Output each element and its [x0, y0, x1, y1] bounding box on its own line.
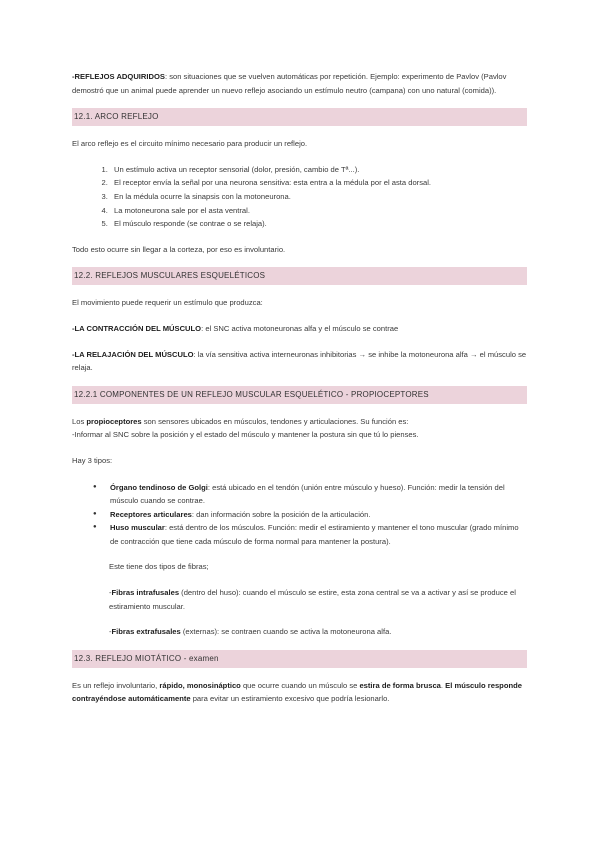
intro-paragraph: -REFLEJOS ADQUIRIDOS: son situaciones que se vuelven automáticas por repetición. Ejemplo: experimento de Pavlov (Pavlov demostró que un animal puede aprender un nuevo reflejo asociando un estímulo neutro (campana) con uno natural (comida)).: [72, 72, 507, 95]
intro-term: -REFLEJOS ADQUIRIDOS: [72, 72, 165, 81]
section-heading-arco-reflejo: 12.1. ARCO REFLEJO: [72, 108, 527, 126]
list-item: ● Órgano tendinoso de Golgi: está ubicado en el tendón (unión entre músculo y hueso). Función: medir la tensión del músculo cuando se contrae.: [110, 481, 527, 508]
fibras-intrafusales: -Fibras intrafusales (dentro del huso): cuando el músculo se estire, esta zona central se va a activar y así se produce el estiramiento muscular.: [109, 588, 516, 611]
list-item: 3. En la médula ocurre la sinapsis con la motoneurona.: [110, 190, 527, 204]
fibras-extrafusales: -Fibras extrafusales (externas): se contraen cuando se activa la motoneurona alfa.: [109, 627, 392, 637]
arco-outro: Todo esto ocurre sin llegar a la corteza, por eso es involuntario.: [72, 244, 286, 254]
section-heading-propioceptores: 12.2.1 COMPONENTES DE UN REFLEJO MUSCULAR ESQUELÉTICO - PROPIOCEPTORES: [72, 386, 527, 404]
tipos-intro: Hay 3 tipos:: [72, 455, 113, 465]
list-item: 1. Un estímulo activa un receptor sensorial (dolor, presión, cambio de Tª...).: [110, 163, 527, 177]
document-page: [72, 70, 527, 706]
list-item: ● Receptores articulares: dan información sobre la posición de la articulación.: [110, 508, 527, 522]
tipos-list: [72, 481, 527, 549]
fibras-intro: Este tiene dos tipos de fibras;: [109, 562, 209, 572]
miotatico-paragraph: Es un reflejo involuntario, rápido, monosináptico que ocurre cuando un músculo se estira de forma brusca. El músculo responde contrayéndose automáticamente para evitar un estiramiento excesivo que podría lesionarlo.: [72, 680, 522, 704]
musculares-intro: El movimiento puede requerir un estímulo que produzca:: [72, 298, 263, 308]
arco-steps-list: [72, 163, 527, 231]
list-item: 4. La motoneurona sale por el asta ventral.: [110, 204, 527, 218]
section-heading-reflejos-musculares: 12.2. REFLEJOS MUSCULARES ESQUELÉTICOS: [72, 267, 527, 285]
section-heading-reflejo-miotatico: 12.3. REFLEJO MIOTÁTICO - examen: [72, 650, 527, 668]
contraccion-paragraph: -LA CONTRACCIÓN DEL MÚSCULO: el SNC activa motoneuronas alfa y el músculo se contrae: [72, 323, 399, 333]
list-item: ● Huso muscular: está dentro de los músculos. Función: medir el estiramiento y mantener el tono muscular (grado mínimo de contracción que tiene cada músculo de forma normal para mantener la postura).: [110, 521, 527, 548]
list-item: 5. El músculo responde (se contrae o se relaja).: [110, 217, 527, 231]
arco-intro: El arco reflejo es el circuito mínimo necesario para producir un reflejo.: [72, 139, 308, 149]
propioceptores-function: -Informar al SNC sobre la posición y el estado del músculo y mantener la postura sin que tú lo pienses.: [72, 430, 419, 440]
relajacion-paragraph: -LA RELAJACIÓN DEL MÚSCULO: la vía sensitiva activa interneuronas inhibitorias → se inhibe la motoneurona alfa → el músculo se relaja.: [72, 349, 527, 373]
list-item: 2. El receptor envía la señal por una neurona sensitiva: esta entra a la médula por el asta dorsal.: [110, 176, 527, 190]
propioceptores-paragraph: Los propioceptores son sensores ubicados en músculos, tendones y articulaciones. Su función es:: [72, 416, 409, 426]
